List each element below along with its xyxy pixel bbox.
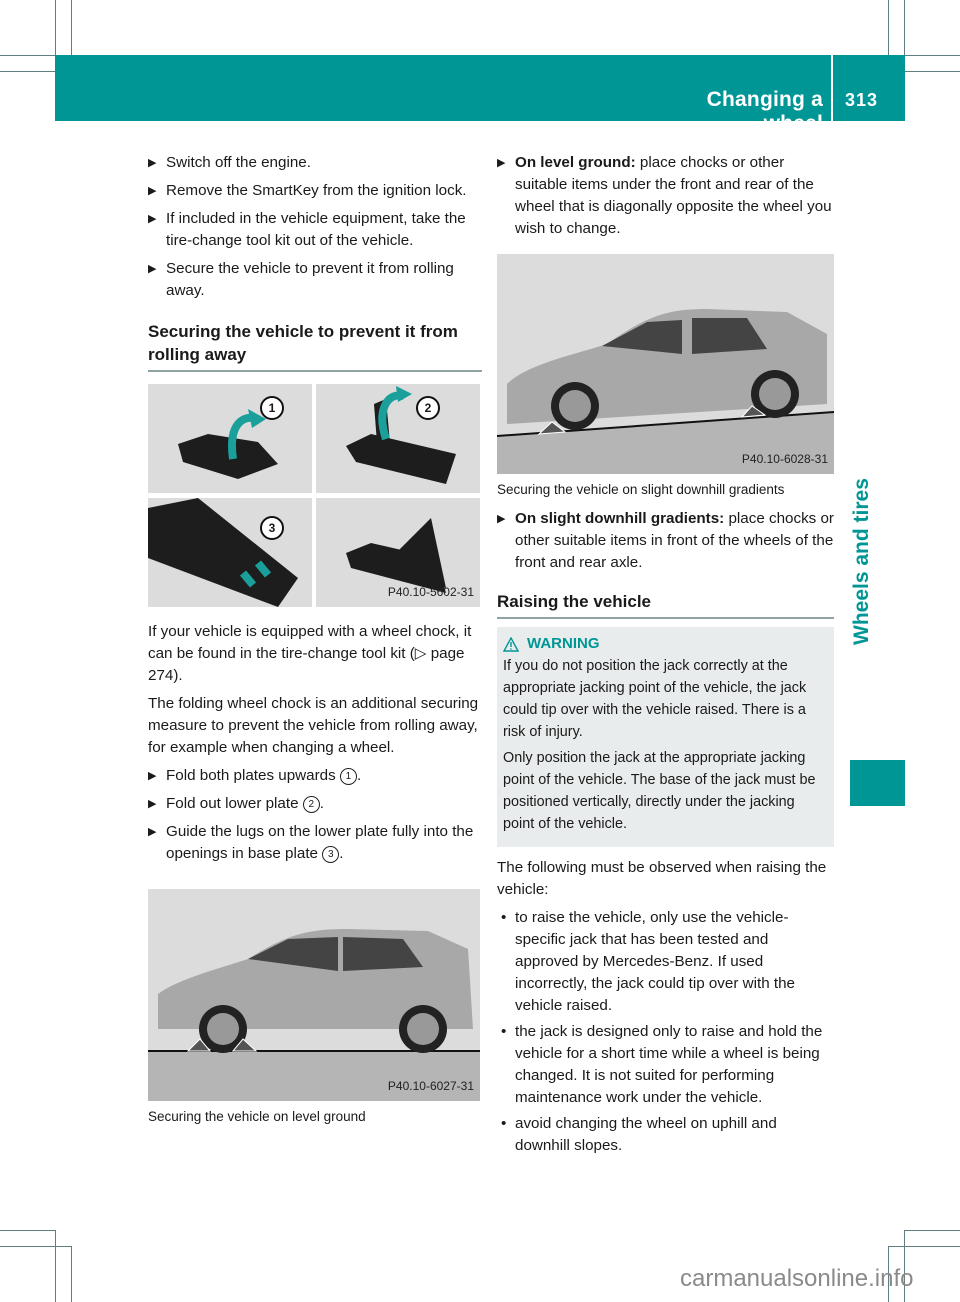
arrow-bullet-icon: ▶ <box>148 213 157 225</box>
bullet-dot-icon: • <box>501 1115 507 1132</box>
level-ground-figure <box>148 889 480 1101</box>
section-heading: Securing the vehicle to prevent it from rolling away <box>148 320 482 372</box>
crop-mark <box>71 1246 72 1302</box>
chock-plate-illustration <box>148 384 311 493</box>
figure-caption: Securing the vehicle on level ground <box>148 1109 366 1124</box>
arrow-bullet-icon: ▶ <box>148 157 157 169</box>
arrow-bullet-icon: ▶ <box>148 185 157 197</box>
callout-ref-1: 1 <box>340 768 357 785</box>
list-item: • to raise the vehicle, only use the vehicle-specific jack that has been tested and approved by Mercedes-Benz. If used incorrectly, the jack could tip over with the vehicle raised. <box>501 909 795 1014</box>
warning-triangle-icon <box>503 637 519 652</box>
warning-text: If you do not position the jack correctly at the appropriate jacking point of the vehicle, the jack could tip over with the vehicle raised. There is a risk of injury. <box>503 658 807 740</box>
chock-step-2-image <box>316 384 480 493</box>
page-reference-link[interactable]: ▷ page 274 <box>148 645 465 684</box>
step-item: ▶ On slight downhill gradients: place chocks or other suitable items in front of the wheels of the front and rear axle. <box>497 510 834 571</box>
chock-plate-illustration <box>148 498 311 607</box>
list-item: • the jack is designed only to raise and hold the vehicle for a short time while a wheel is being changed. It is not suited for performing maintenance work under the vehicle. <box>501 1023 823 1106</box>
figure-id: P40.10-6027-31 <box>387 1079 474 1093</box>
chock-plate-illustration <box>316 384 479 493</box>
crop-mark <box>888 0 889 56</box>
warning-text: Only position the jack at the appropriate jacking point of the vehicle. The base of the jack must be positioned vertically, directly under the jacking point of the vehicle. <box>503 750 816 832</box>
crop-mark <box>0 71 56 72</box>
step-item: ▶ Remove the SmartKey from the ignition lock. <box>148 180 482 202</box>
chock-step-3-image <box>148 498 312 607</box>
step-item: ▶ If included in the vehicle equipment, take the tire-change tool kit out of the vehicle. <box>148 210 466 249</box>
car-level-ground-illustration <box>148 889 480 1101</box>
callout-3: 3 <box>260 516 284 540</box>
figure-caption: Securing the vehicle on slight downhill gradients <box>497 482 785 497</box>
chapter-tab-label: Wheels and tires <box>850 478 873 645</box>
crop-mark <box>55 0 56 56</box>
header-divider <box>831 55 833 121</box>
arrow-bullet-icon: ▶ <box>497 513 506 525</box>
callout-ref-3: 3 <box>322 846 339 863</box>
step-item: ▶ On level ground: place chocks or other suitable items under the front and rear of the wheel that is diagonally opposite the wheel you wish to change. <box>497 154 832 237</box>
step-item: ▶ Fold out lower plate 2 . <box>148 793 482 815</box>
bullet-dot-icon: • <box>501 909 507 926</box>
page-number: 313 <box>845 90 879 110</box>
crop-mark <box>0 55 56 56</box>
bullet-dot-icon: • <box>501 1023 507 1040</box>
chock-step-1-image <box>148 384 312 493</box>
paragraph: The following must be observed when raising the vehicle: <box>497 859 827 898</box>
section-heading: Raising the vehicle <box>497 590 834 619</box>
crop-mark <box>888 1246 960 1247</box>
arrow-bullet-icon: ▶ <box>148 263 157 275</box>
crop-mark <box>905 71 960 72</box>
step-item: ▶ Fold both plates upwards 1 . <box>148 765 482 787</box>
wheel-chock-figure <box>148 384 480 607</box>
left-column <box>148 152 482 1135</box>
chapter-tab-marker <box>850 760 905 806</box>
car-downhill-illustration <box>497 254 834 474</box>
callout-ref-2: 2 <box>303 796 320 813</box>
crop-mark <box>55 1230 56 1302</box>
arrow-bullet-icon: ▶ <box>148 770 157 782</box>
arrow-bullet-icon: ▶ <box>497 157 506 169</box>
step-item: ▶ Guide the lugs on the lower plate fully into the openings in base plate 3 . <box>148 823 474 862</box>
paragraph: If your vehicle is equipped with a wheel chock, it can be found in the tire-change tool kit (▷ page 274). <box>148 623 472 684</box>
callout-2: 2 <box>416 396 440 420</box>
list-item: • avoid changing the wheel on uphill and downhill slopes. <box>501 1115 777 1154</box>
paragraph: The folding wheel chock is an additional securing measure to prevent the vehicle from rolling away, for example when changing a wheel. <box>148 695 479 756</box>
warning-box <box>497 627 834 847</box>
downhill-figure <box>497 254 834 474</box>
watermark: carmanualsonline.info <box>680 1265 914 1292</box>
arrow-bullet-icon: ▶ <box>148 826 157 838</box>
figure-id: P40.10-6028-31 <box>741 452 828 466</box>
step-item: ▶ Switch off the engine. <box>148 152 482 174</box>
arrow-bullet-icon: ▶ <box>148 798 157 810</box>
warning-title: WARNING <box>503 633 828 655</box>
page-title: Changing a wheel <box>706 88 823 135</box>
step-item: ▶ Secure the vehicle to prevent it from rolling away. <box>148 260 454 299</box>
crop-mark <box>0 1246 72 1247</box>
right-column <box>497 152 834 1161</box>
callout-1: 1 <box>260 396 284 420</box>
chock-step-4-image <box>316 498 480 607</box>
crop-mark <box>0 1230 56 1231</box>
crop-mark <box>904 1230 960 1231</box>
figure-id: P40.10-5602-31 <box>387 584 474 599</box>
crop-mark <box>71 0 72 56</box>
